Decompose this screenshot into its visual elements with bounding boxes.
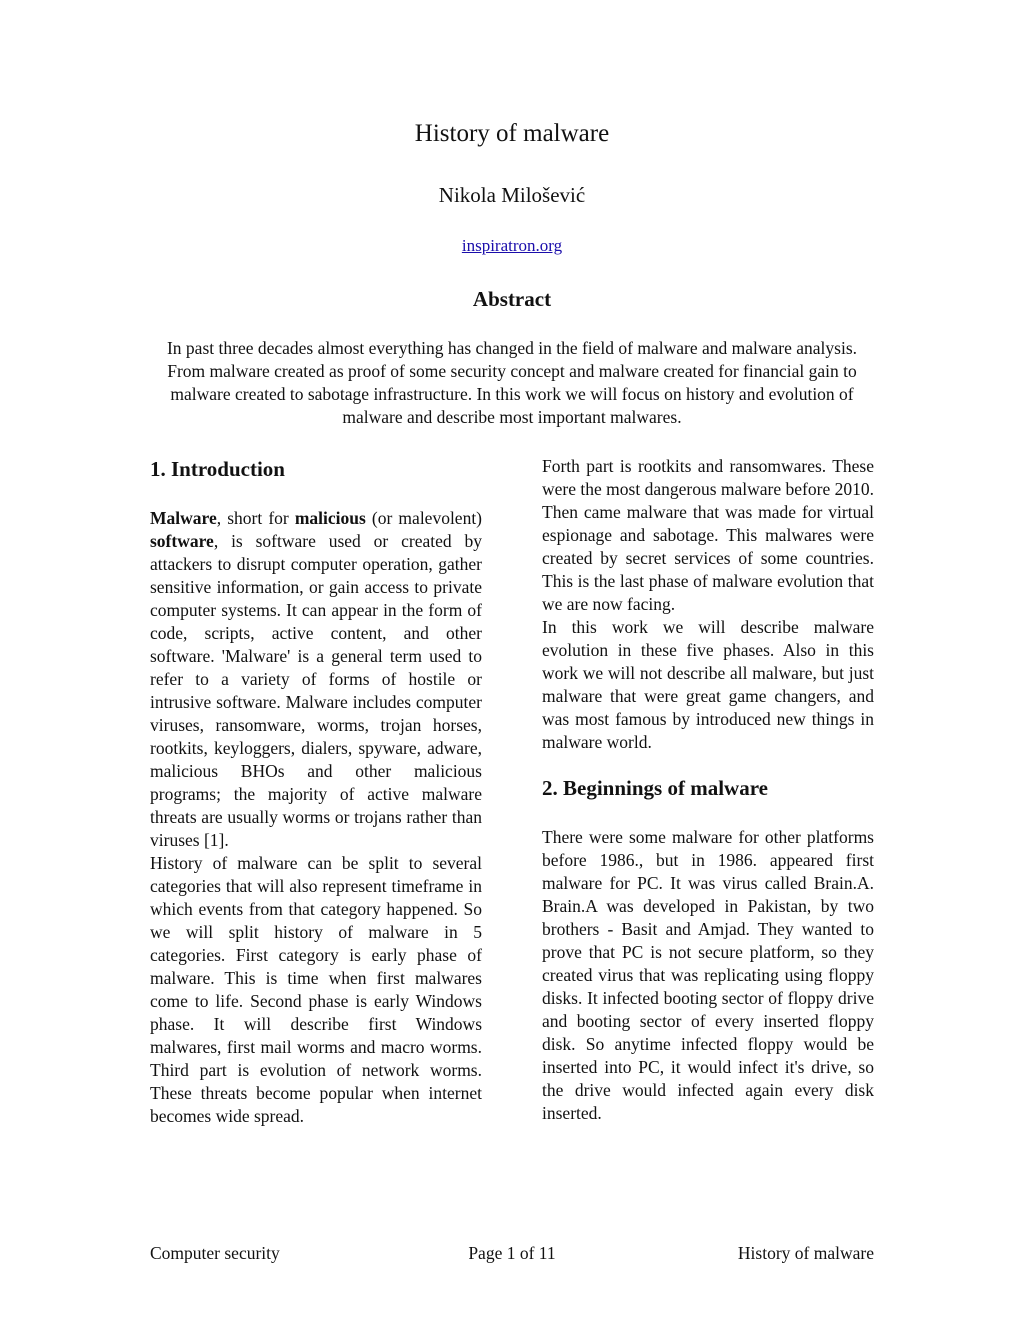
website-line — [0, 236, 1024, 256]
paper-title: History of malware — [414, 120, 610, 147]
left-column — [150, 455, 482, 1128]
footer-page-number: Page 1 of 11 — [468, 1243, 556, 1263]
abstract-text: In past three decades almost everything has changed in the field of malware and malware analysis. From malware created as proof of some security concept and malware created for financial gain to malware created to sabotage infrastructure. In this work we will focus on history and evolution of malware and describe most important malwares. — [166, 338, 858, 427]
website-link[interactable]: inspiratron.org — [461, 236, 563, 255]
footer-right: History of malware — [737, 1243, 874, 1263]
intro-paragraph-2: History of malware can be split to several categories that will also represent timeframe in which events from that category happened. So we will split history of malware in 5 categories. First category is early phase of malware. This is time when first malwares come to life. Second phase is early Windows phase. It will describe first Windows malwares, first mail worms and macro worms. Third part is evolution of network worms. These threats become popular when internet becomes wide spread. — [150, 853, 482, 1126]
footer-left: Computer security — [150, 1243, 280, 1263]
author-name: Nikola Milošević — [438, 183, 586, 207]
beginnings-paragraph-1: There were some malware for other platforms before 1986., but in 1986. appeared first malware for PC. It was virus called Brain.A. Brain.A was developed in Pakistan, by two brothers - Basit and Amjad. They wanted to prove that PC is not secure platform, so they created virus that was replicating using floppy disks. It infected booting sector of floppy drive and booting sector of every inserted floppy disk. So anytime infected floppy would be inserted into PC, it would infect it's drive, so the drive would infected again every disk inserted. — [542, 827, 874, 1123]
right-column — [542, 455, 874, 1125]
beginnings-heading: 2. Beginnings of malware — [542, 776, 768, 800]
intro-paragraph-4: In this work we will describe malware evolution in these five phases. Also in this work we will not describe all malware, but just malware that were great game changers, and was most famous by introduced new things in malware world. — [542, 617, 874, 752]
intro-paragraph-3: Forth part is rootkits and ransomwares. These were the most dangerous malware before 2010. Then came malware that was made for virtual espionage and sabotage. This malwares were created by secret services of some countries. This is the last phase of malware evolution that we are now facing. — [542, 456, 874, 614]
abstract-heading: Abstract — [472, 287, 552, 311]
page-footer — [150, 1243, 874, 1267]
intro-heading: 1. Introduction — [150, 457, 285, 481]
intro-paragraph-1: Malware, short for malicious (or malevolent) software, is software used or created by attackers to disrupt computer operation, gather sensitive information, or gain access to private computer systems. It can appear in the form of code, scripts, active content, and other software. 'Malware' is a general term used to refer to a variety of forms of hostile or intrusive software. Malware includes computer viruses, ransomware, worms, trojan horses, rootkits, keyloggers, dialers, spyware, adware, malicious BHOs and other malicious programs; the majority of active malware threats are usually worms or trojans rather than viruses [1]. — [150, 508, 483, 850]
